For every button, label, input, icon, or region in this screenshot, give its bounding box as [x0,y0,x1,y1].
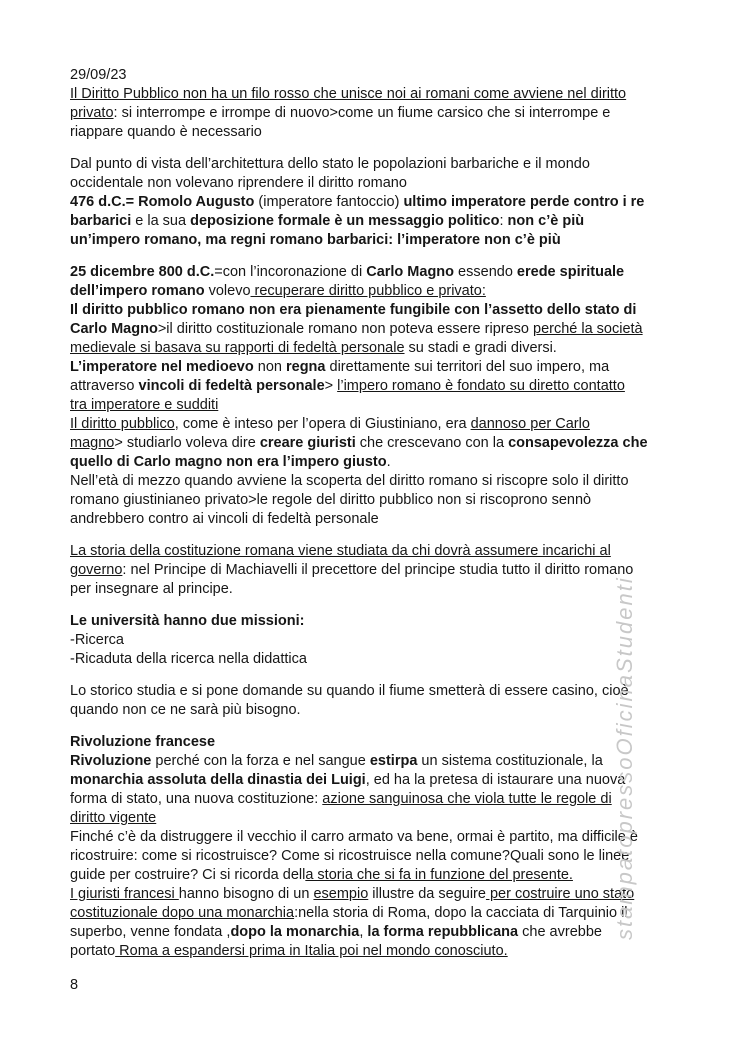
text-run: quando non ce ne sarà più bisogno. [70,702,301,718]
text-run: attraverso [70,378,139,394]
text-run: Rivoluzione francese [70,734,216,750]
text-run: Finché c’è da distruggere il vecchio il carro armato va bene, ormai è partito, ma difficile è [70,829,638,845]
text-run: erede spirituale [516,264,625,280]
text-run: Rivoluzione [70,753,152,769]
text-run: un sistema costituzionale, la [417,753,603,769]
text-run: per costruire uno stato [485,886,635,902]
text-run: perché con la forza e nel sangue [151,753,370,769]
text-line [70,682,686,701]
text-run: > studiarlo voleva dire [114,435,260,451]
text-line [70,790,686,809]
text-run: che avrebbe [518,924,602,940]
text-line [70,942,686,961]
text-run: vincoli di fedeltà personale [138,378,325,394]
text-run: non c’è più [507,213,585,229]
text-run: creare giuristi [259,435,356,451]
text-line [70,453,686,472]
text-run: Il Diritto Pubblico non ha un filo rosso che unisce noi ai romani come avviene nel diritto [70,86,627,102]
text-run: L’imperatore nel medioevo [70,359,254,375]
text-run: per insegnare al principe. [70,581,233,597]
text-run: . [386,454,391,470]
text-run: La storia della costituzione romana viene studiata da chi dovrà assumere incarichi al [70,543,611,559]
text-run: estirpa [369,753,418,769]
text-line [70,847,686,866]
text-run: diritto vigente [70,810,157,826]
text-run: > [324,378,338,394]
text-run: : si interrompe e irrompe di nuovo>come un fiume carsico che si interrompe e [113,105,611,121]
text-line [70,415,686,434]
text-run: hanno bisogno di un [178,886,314,902]
blank-line [70,250,686,263]
text-run: guide per costruire? Ci si ricorda dell [70,867,306,883]
text-line [70,377,686,396]
text-line [70,123,686,142]
text-line [70,358,686,377]
text-run: monarchia assoluta della dinastia dei Luigi [70,772,366,788]
text-run: (imperatore fantoccio) [258,194,404,210]
text-run: privato [70,105,114,121]
text-run: quello di Carlo magno non era l’impero giusto [70,454,387,470]
text-line [70,561,686,580]
text-line [70,301,686,320]
text-line [70,339,686,358]
text-run: governo [70,562,123,578]
text-run: , [359,924,368,940]
text-run: non [253,359,286,375]
text-line [70,66,686,85]
text-line [70,491,686,510]
text-run: la forma repubblicana [367,924,519,940]
text-run: Il diritto pubblico romano non era pienamente fungibile con l’assetto dello stato di [70,302,637,318]
text-run: romano giustinianeo privato>le regole del diritto pubblico non si riscoprono sennò [70,492,592,508]
text-line [70,510,686,529]
text-run: azione sanguinosa che viola tutte le regole di [322,791,612,807]
document-text [70,66,686,961]
blank-line [70,529,686,542]
text-line [70,733,686,752]
text-line [70,434,686,453]
text-run: forma di stato, una nuova costituzione: [70,791,323,807]
text-run: a storia che si fa in funzione del presente. [305,867,573,883]
text-run: dell’impero romano [70,283,205,299]
text-run: ultimo imperatore perde contro i re [403,194,645,210]
text-run: deposizione formale è un messaggio politico [190,213,500,229]
text-line [70,701,686,720]
text-line [70,752,686,771]
text-run: esempio [313,886,369,902]
text-run: perché la società [533,321,643,337]
text-run: medievale si basava su rapporti di fedeltà personale [70,340,405,356]
text-line [70,155,686,174]
text-run: : [499,213,508,229]
text-run: ricostruire: come si ricostruisce? Come si ricostruisce nella comune?Quali sono le linee [70,848,630,864]
text-run: su stadi e gradi diversi. [404,340,557,356]
text-run: costituzionale dopo una monarchia [70,905,295,921]
text-run: portato [70,943,116,959]
text-run: =con l’incoronazione di [214,264,367,280]
text-run: I giuristi francesi [70,886,179,902]
text-line [70,472,686,491]
text-run: 476 d.C.= Romolo Augusto [70,194,259,210]
text-run: direttamente sui territori del suo impero, ma [325,359,610,375]
text-line [70,263,686,282]
text-run: volevo [204,283,251,299]
text-run: riappare quando è necessario [70,124,262,140]
blank-line [70,720,686,733]
text-run: che crescevano con la [355,435,509,451]
text-line [70,923,686,942]
text-run: Lo storico studia e si pone domande su quando il fiume smetterà di essere casino, cioè [70,683,629,699]
text-run: >il diritto costituzionale romano non poteva essere ripreso [157,321,533,337]
text-run: -Ricerca [70,632,124,648]
text-run: Carlo Magno [70,321,158,337]
text-run: recuperare diritto pubblico e privato: [250,283,486,299]
blank-line [70,142,686,155]
text-run: tra imperatore e sudditi [70,397,219,413]
text-line [70,580,686,599]
text-line [70,771,686,790]
text-line [70,885,686,904]
text-run: essendo [454,264,517,280]
text-line [70,612,686,631]
text-run: -Ricaduta della ricerca nella didattica [70,651,307,667]
text-line [70,212,686,231]
blank-line [70,599,686,612]
text-run: illustre da seguire [368,886,486,902]
text-run: e la sua [131,213,191,229]
text-run: 25 dicembre 800 d.C. [70,264,215,280]
text-run: :nella storia di Roma, dopo la cacciata di Tarquinio il [294,905,628,921]
text-line [70,320,686,339]
text-run: magno [70,435,115,451]
text-run: Le università hanno due missioni: [70,613,305,629]
text-run: Nell’età di mezzo quando avviene la scoperta del diritto romano si riscopre solo il diritto [70,473,629,489]
text-run: : nel Principe di Machiavelli il precettore del principe studia tutto il diritto romano [122,562,634,578]
watermark: stampatopressoOficinaStudenti [612,576,637,940]
blank-line [70,669,686,682]
text-line [70,396,686,415]
text-run: Dal punto di vista dell’architettura dello stato le popolazioni barbariche e il mondo [70,156,590,172]
text-run: superbo, venne fondata , [70,924,231,940]
text-run: barbarici [70,213,132,229]
text-line [70,104,686,123]
page-number: 8 [70,977,79,993]
text-line [70,866,686,885]
text-line [70,231,686,250]
text-run: regna [285,359,326,375]
text-run: , come è inteso per l’opera di Giustiniano, era [174,416,471,432]
text-run: l’impero romano è fondato su diretto contatto [337,378,625,394]
text-line [70,631,686,650]
text-line [70,904,686,923]
text-run: dannoso per Carlo [470,416,590,432]
text-line [70,282,686,301]
text-run: consapevolezza che [508,435,648,451]
text-line [70,809,686,828]
text-line [70,650,686,669]
text-run: , ed ha la pretesa di istaurare una nuova [365,772,626,788]
text-run: andrebbero contro ai vincoli di fedeltà personale [70,511,379,527]
text-run: Il diritto pubblico [70,416,175,432]
text-line [70,828,686,847]
text-run: occidentale non volevano riprendere il diritto romano [70,175,407,191]
text-line [70,85,686,104]
text-run: Carlo Magno [366,264,455,280]
text-run: 29/09/23 [70,67,127,83]
text-line [70,193,686,212]
text-run: un’impero romano, ma regni romano barbarici: l’imperatore non c’è più [70,232,561,248]
text-line [70,542,686,561]
text-run: Roma a espandersi prima in Italia poi nel mondo conosciuto. [115,943,508,959]
text-run: dopo la monarchia [230,924,360,940]
text-line [70,174,686,193]
